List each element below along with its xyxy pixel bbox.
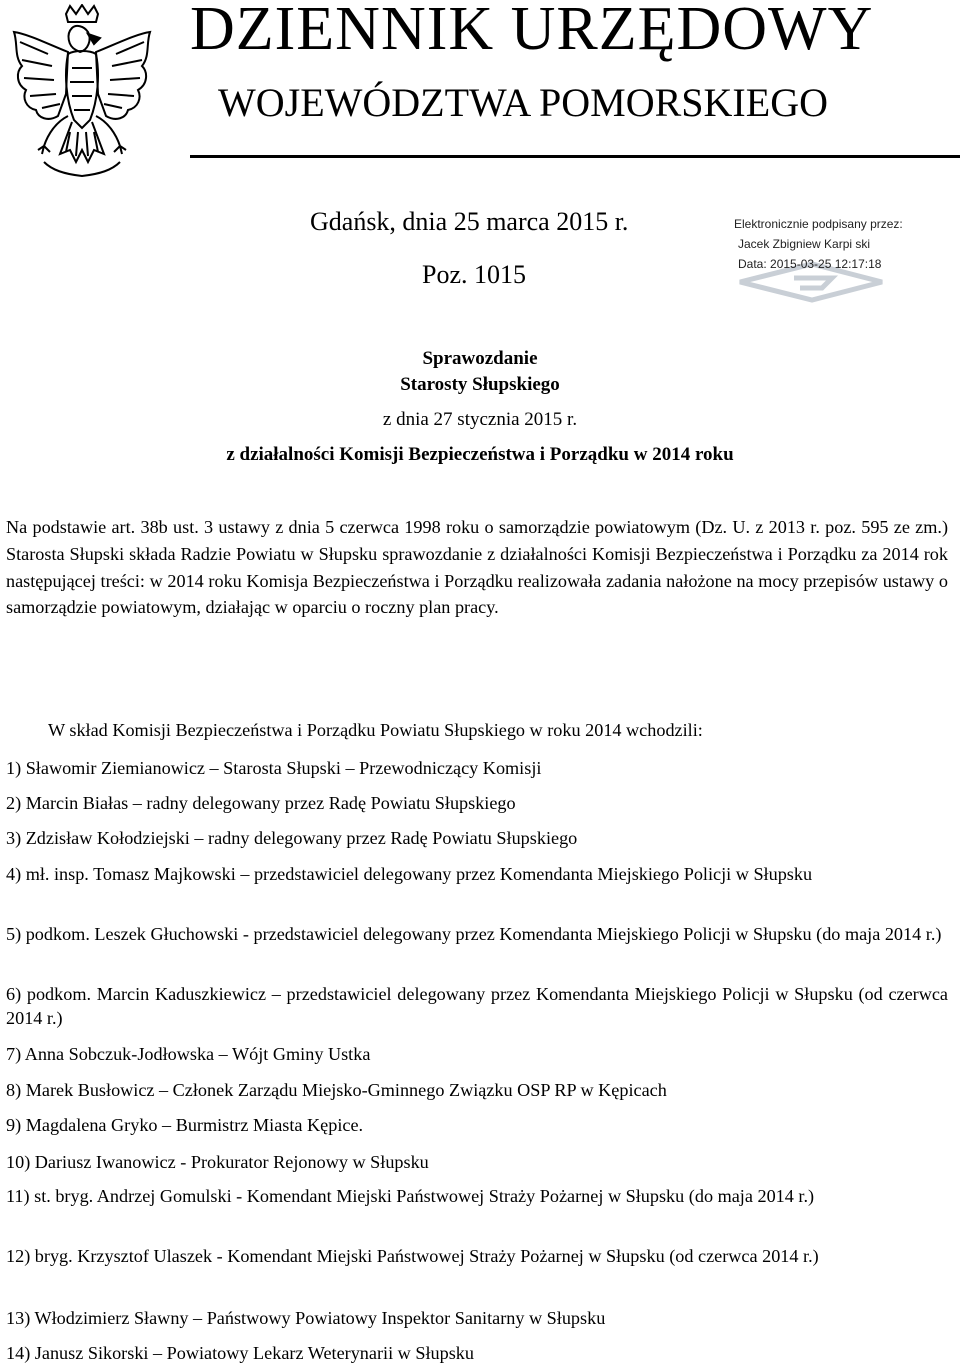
list-item: 11) st. bryg. Andrzej Gomulski - Komendant Miejski Państwowej Straży Pożarnej w Słupsku (do maja 2014 r.) xyxy=(6,1186,815,1206)
body-paragraph: Na podstawie art. 38b ust. 3 ustawy z dnia 5 czerwca 1998 roku o samorządzie powiatowym (Dz. U. z 2013 r. poz. 595 ze zm.) Starosta Słupski składa Radzie Powiatu w Słupsku sprawozdanie z działalności Komisji Bezpieczeństwa i Porządku za 2014 rok następującej treści: w 2014 roku Komisja Bezpieczeństwa i Porządku realizowała zadania nałożone na mocy przepisów ustawy o samorządzie powiatowym, działając w oparciu o roczny plan pracy. xyxy=(6,517,948,618)
signature-signer: Jacek Zbigniew Karpi ski xyxy=(738,237,871,251)
document-date: z dnia 27 stycznia 2015 r. xyxy=(382,409,578,430)
members-intro: W skład Komisji Bezpieczeństwa i Porządku Powiatu Słupskiego w roku 2014 wchodzili: xyxy=(48,720,703,740)
list-item: 2) Marcin Białas – radny delegowany przez Radę Powiatu Słupskiego xyxy=(6,793,516,813)
list-item: 4) mł. insp. Tomasz Majkowski – przedstawiciel delegowany przez Komendanta Miejskiego Policji w Słupsku xyxy=(6,864,813,884)
document-subject: z działalności Komisji Bezpieczeństwa i Porządku w 2014 roku xyxy=(226,444,734,465)
publication-date: Gdańsk, dnia 25 marca 2015 r. xyxy=(310,207,629,236)
signature-date: Data: 2015-03-25 12:17:18 xyxy=(738,257,882,271)
eagle-emblem-icon xyxy=(8,4,156,184)
list-item: 14) Janusz Sikorski – Powiatowy Lekarz Weterynarii w Słupsku xyxy=(6,1343,474,1363)
list-item: 7) Anna Sobczuk-Jodłowska – Wójt Gminy Ustka xyxy=(6,1044,371,1064)
electronic-signature xyxy=(734,214,960,274)
list-item: 10) Dariusz Iwanowicz - Prokurator Rejonowy w Słupsku xyxy=(6,1152,429,1172)
document-author: Starosty Słupskiego xyxy=(400,374,560,395)
list-item: 1) Sławomir Ziemianowicz – Starosta Słupski – Przewodniczący Komisji xyxy=(6,758,542,778)
signature-label: Elektronicznie podpisany przez: xyxy=(734,217,903,231)
header-divider xyxy=(190,155,960,158)
journal-title: DZIENNIK URZĘDOWY xyxy=(190,0,874,63)
list-item: 12) bryg. Krzysztof Ulaszek - Komendant Miejski Państwowej Straży Pożarnej w Słupsku (od czerwca 2014 r.) xyxy=(6,1246,819,1266)
list-item: 9) Magdalena Gryko – Burmistrz Miasta Kępice. xyxy=(6,1115,364,1135)
list-item: 5) podkom. Leszek Głuchowski - przedstawiciel delegowany przez Komendanta Miejskiego Policji w Słupsku (do maja 2014 r.) xyxy=(6,924,942,944)
document-type: Sprawozdanie xyxy=(422,348,538,369)
journal-subtitle: WOJEWÓDZTWA POMORSKIEGO xyxy=(218,80,828,125)
list-item: 3) Zdzisław Kołodziejski – radny delegowany przez Radę Powiatu Słupskiego xyxy=(6,828,578,848)
list-item: 6) podkom. Marcin Kaduszkiewicz – przedstawiciel delegowany przez Komendanta Miejskiego Policji w Słupsku (od czerwca 2014 r.) xyxy=(6,984,948,1028)
list-item: 8) Marek Busłowicz – Członek Zarządu Miejsko-Gminnego Związku OSP RP w Kępicach xyxy=(6,1080,667,1100)
list-item: 13) Włodzimierz Sławny – Państwowy Powiatowy Inspektor Sanitarny w Słupsku xyxy=(6,1308,606,1328)
position-number: Poz. 1015 xyxy=(422,260,526,289)
